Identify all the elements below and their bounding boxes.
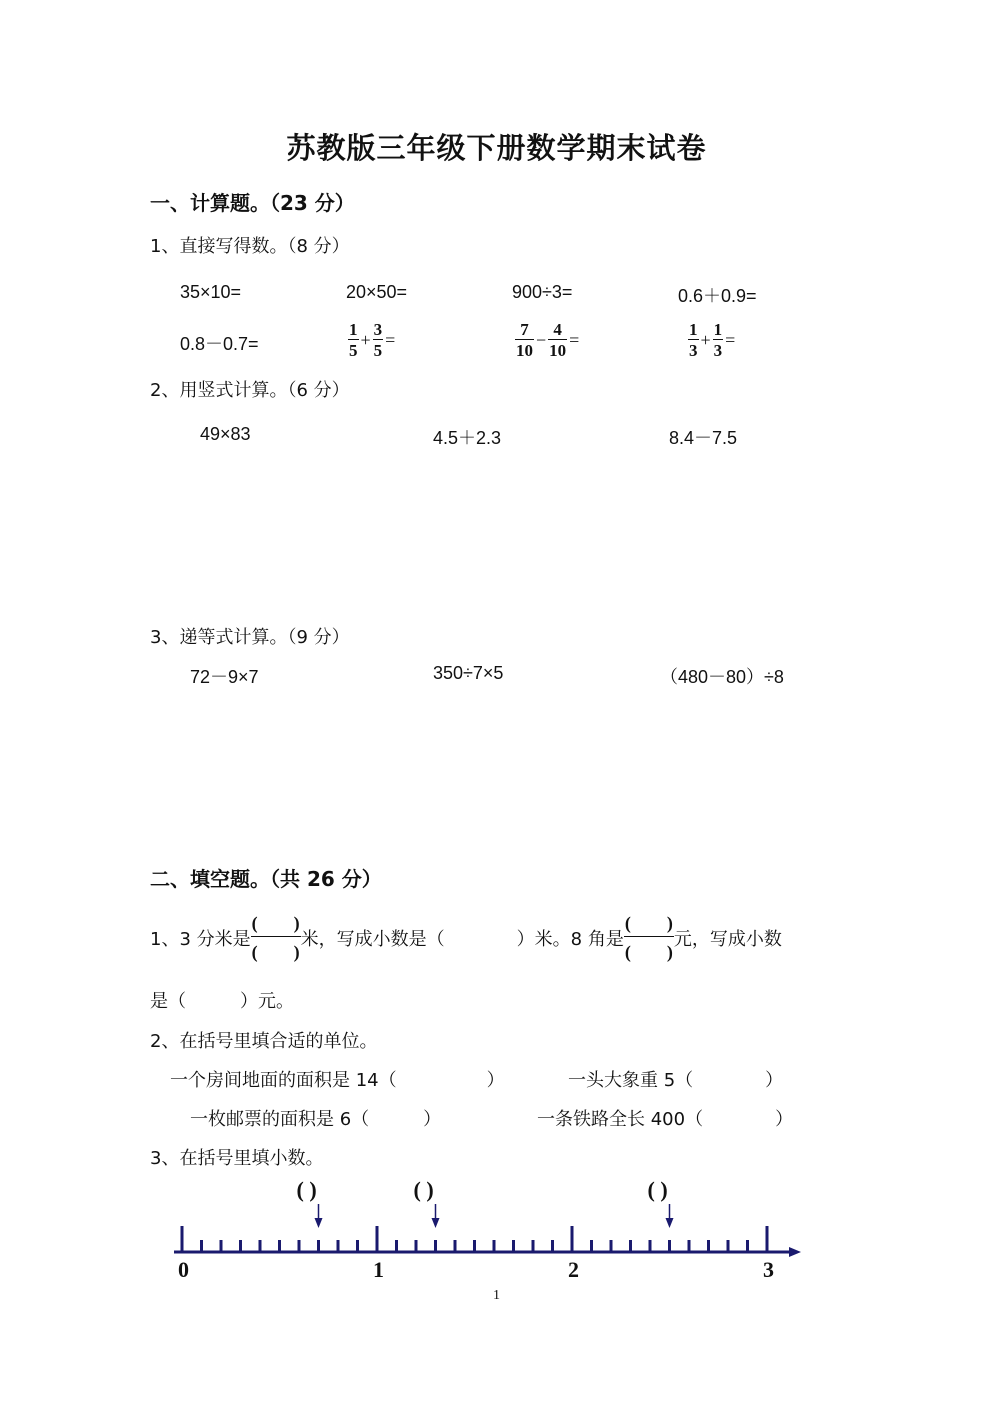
- calc-item: 0.6＋0.9=: [678, 286, 757, 306]
- calc-item: 20×50=: [346, 282, 408, 302]
- number-line: [0, 1170, 993, 1285]
- blank-fraction[interactable]: $\frac{( )}{( )}$: [251, 913, 300, 962]
- section2-heading: 二、填空题。（共 26 分）: [150, 867, 382, 891]
- calc-item: 8.4－7.5: [669, 428, 738, 448]
- fraction: $\frac{1}{3}$: [689, 320, 698, 360]
- unit-item: 一条铁路全长 400（ ）: [537, 1109, 794, 1130]
- fraction-expression: $\frac{1}{5}$ + $\frac{3}{5}$ =: [349, 320, 396, 360]
- calc-item: （480－80）÷8: [660, 667, 784, 687]
- answer-bracket[interactable]: ( ): [647, 1177, 668, 1202]
- calc-item: 35×10=: [180, 282, 242, 302]
- section1-heading: 一、计算题。（23 分）: [150, 191, 355, 215]
- calc-item: 0.8－0.7=: [180, 334, 259, 354]
- q2-3-label: 3、在括号里填小数。: [150, 1148, 324, 1169]
- pointer-arrow-head: [432, 1218, 440, 1228]
- fraction: $\frac{3}{5}$: [373, 320, 383, 360]
- pointer-arrow-head: [666, 1218, 674, 1228]
- q2-1-line1: 1、3 分米是 $\frac{( )}{( )}$ 米，写成小数是（ ）米。8 角是 $\frac{( )}{( )}$ 元，写成小数: [150, 913, 782, 962]
- blank-fraction[interactable]: $\frac{( )}{( )}$: [624, 913, 673, 962]
- axis-label: 1: [373, 1257, 384, 1282]
- unit-item: 一头大象重 5（ ）: [568, 1070, 784, 1091]
- calc-item: 900÷3=: [512, 282, 573, 302]
- fraction: $\frac{1}{3}$: [713, 320, 723, 360]
- q2-2-label: 2、在括号里填合适的单位。: [150, 1031, 378, 1052]
- axis-label: 2: [568, 1257, 579, 1282]
- q2-1-line2: 是（ ）元。: [150, 991, 294, 1012]
- calc-item: 4.5＋2.3: [433, 428, 502, 448]
- calc-item: 72－9×7: [190, 667, 259, 687]
- pointer-arrow-head: [315, 1218, 323, 1228]
- q1-1-label: 1、直接写得数。（8 分）: [150, 236, 350, 257]
- page-number: 1: [493, 1288, 500, 1303]
- unit-item: 一枚邮票的面积是 6（ ）: [190, 1109, 442, 1130]
- fraction: $\frac{1}{5}$: [349, 320, 358, 360]
- axis-label: 3: [763, 1257, 774, 1282]
- fraction-expression: $\frac{1}{3}$ + $\frac{1}{3}$ =: [689, 320, 736, 360]
- q1-3-label: 3、递等式计算。（9 分）: [150, 627, 350, 648]
- fraction: $\frac{7}{10}$: [516, 320, 533, 360]
- calc-item: 350÷7×5: [433, 663, 504, 683]
- fraction: $\frac{4}{10}$: [549, 320, 567, 360]
- unit-item: 一个房间地面的面积是 14（ ）: [170, 1070, 505, 1091]
- answer-bracket[interactable]: ( ): [296, 1177, 317, 1202]
- answer-bracket[interactable]: ( ): [413, 1177, 434, 1202]
- q1-2-label: 2、用竖式计算。（6 分）: [150, 380, 350, 401]
- calc-item: 49×83: [200, 424, 251, 444]
- page-title: 苏教版三年级下册数学期末试卷: [286, 131, 707, 165]
- axis-label: 0: [178, 1257, 189, 1282]
- axis-arrowhead: [789, 1247, 801, 1257]
- fraction-expression: $\frac{7}{10}$ − $\frac{4}{10}$ =: [516, 320, 580, 360]
